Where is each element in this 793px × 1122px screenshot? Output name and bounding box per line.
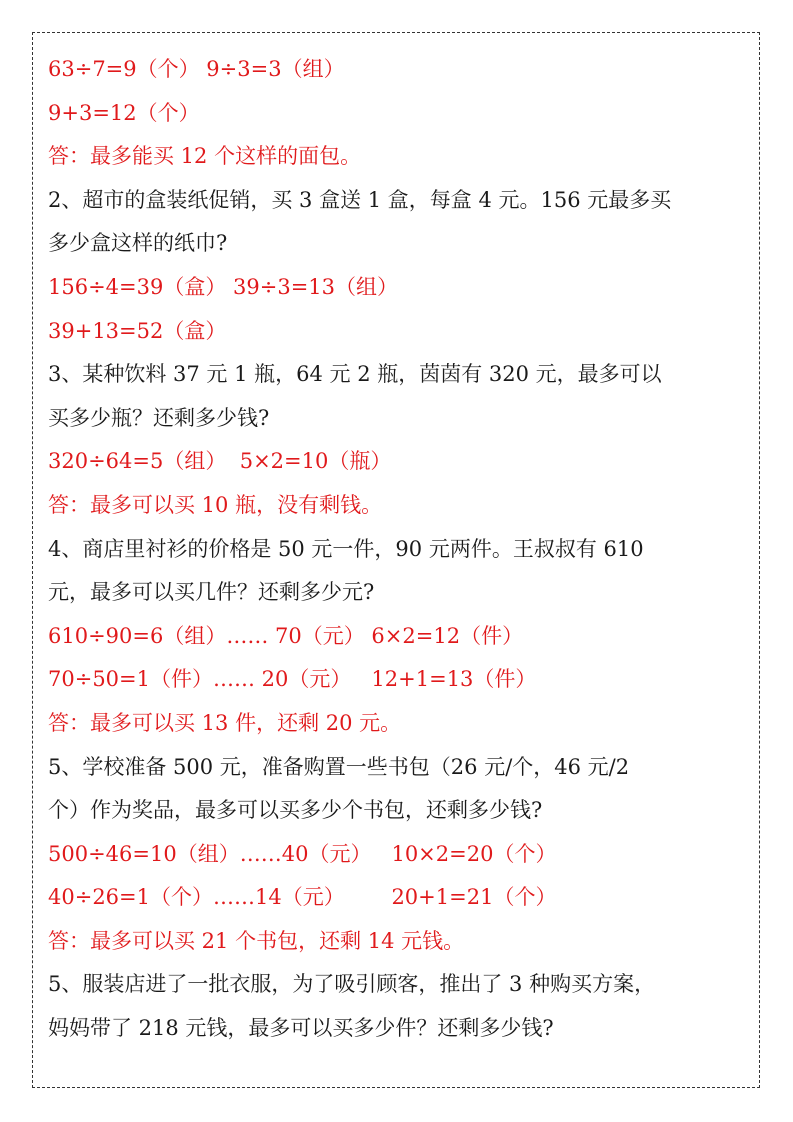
question-4-text: 元，最多可以买几件？还剩多少元? xyxy=(48,580,375,605)
answer-line: 9+3=12（个） xyxy=(48,100,200,125)
answer-conclusion: 答：最多可以买 10 瓶，没有剩钱。 xyxy=(48,492,383,517)
answer-line: 320÷64=5（组） 5×2=10（瓶） xyxy=(48,449,392,474)
answer-line: 39+13=52（盒） xyxy=(48,318,227,343)
question-6-text: 5、服装店进了一批衣服，为了吸引顾客，推出了 3 种购买方案， xyxy=(48,972,656,997)
answer-line: 156÷4=39（盒） 39÷3=13（组） xyxy=(48,274,399,299)
question-6-text: 妈妈带了 218 元钱，最多可以买多少件？还剩多少钱? xyxy=(48,1016,554,1041)
answer-conclusion: 答：最多可以买 13 件，还剩 20 元。 xyxy=(48,710,402,735)
question-5-text: 5、学校准备 500 元，准备购置一些书包（26 元/个，46 元/2 xyxy=(48,754,630,779)
answer-line: 610÷90=6（组）…… 70（元） 6×2=12（件） xyxy=(48,623,524,648)
answer-conclusion: 答：最多能买 12 个这样的面包。 xyxy=(48,144,362,169)
question-2-text: 多少盒这样的纸巾? xyxy=(48,231,228,256)
question-4-text: 4、商店里衬衫的价格是 50 元一件，90 元两件。王叔叔有 610 xyxy=(48,536,644,561)
question-3-text: 买多少瓶？还剩多少钱? xyxy=(48,405,270,430)
answer-line: 63÷7=9（个） 9÷3=3（组） xyxy=(48,57,345,81)
question-2-text: 2、超市的盒装纸促销，买 3 盒送 1 盒，每盒 4 元。156 元最多买 xyxy=(48,187,672,212)
answer-line: 40÷26=1（个）……14（元） 20+1=21（个） xyxy=(48,885,557,910)
worksheet-content xyxy=(48,48,748,1051)
answer-conclusion: 答：最多可以买 21 个书包，还剩 14 元钱。 xyxy=(48,928,465,953)
answer-line: 500÷46=10（组）……40（元） 10×2=20（个） xyxy=(48,841,557,866)
question-3-text: 3、某种饮料 37 元 1 瓶，64 元 2 瓶，茵茵有 320 元，最多可以 xyxy=(48,362,662,387)
answer-line: 70÷50=1（件）…… 20（元） 12+1=13（件） xyxy=(48,667,537,692)
question-5-text: 个）作为奖品，最多可以买多少个书包，还剩多少钱? xyxy=(48,798,543,823)
